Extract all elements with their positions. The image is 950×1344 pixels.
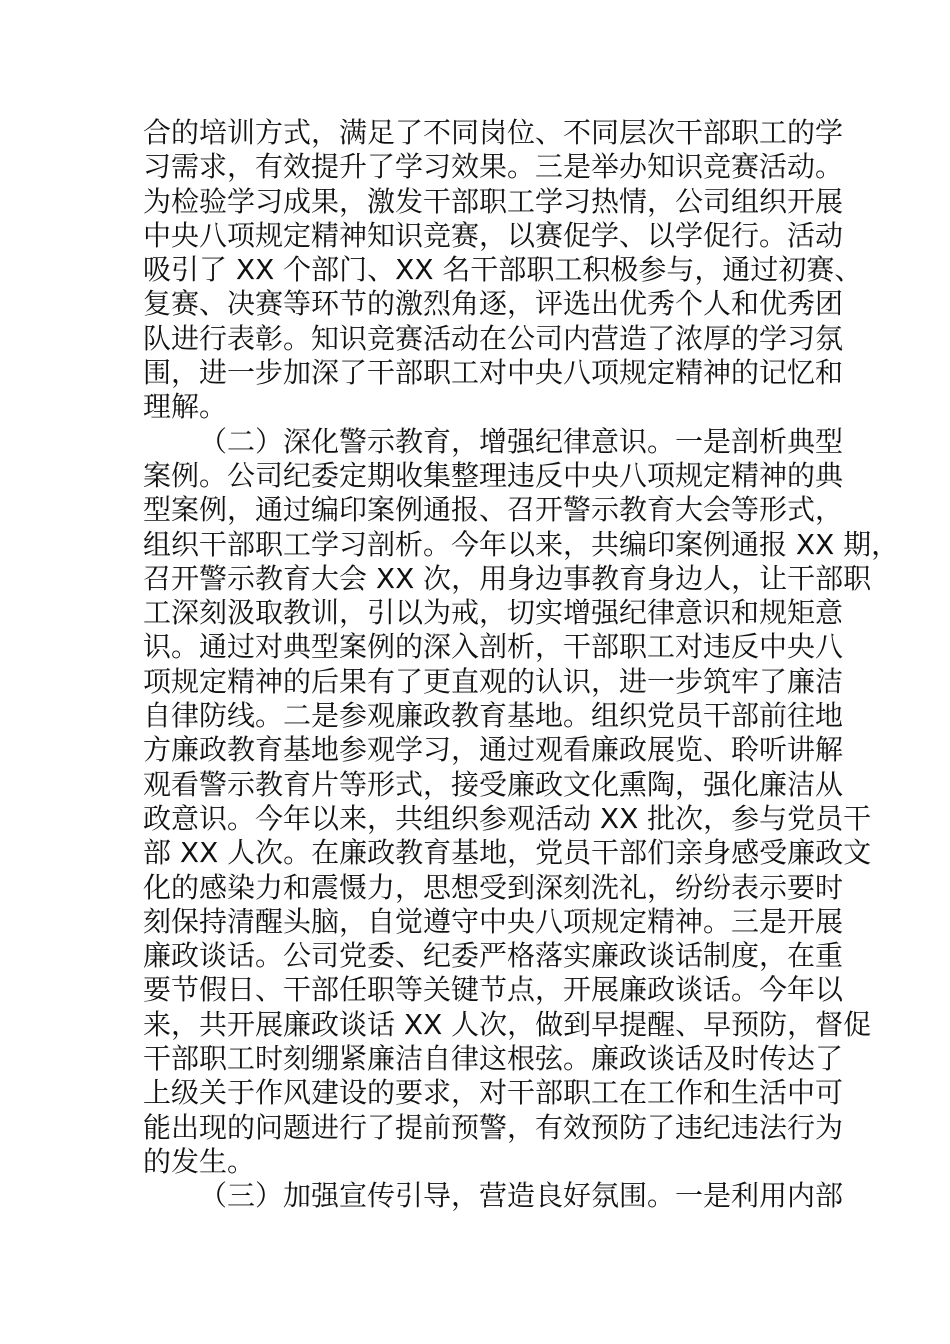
section-heading-line: （二）深化警示教育，增强纪律意识。一是剖析典型 xyxy=(199,424,844,458)
document-body xyxy=(143,116,900,1214)
text-line: 为检验学习成果，激发干部职工学习热情，公司组织开展 xyxy=(143,184,844,218)
text-line: 来，共开展廉政谈话 XX 人次，做到早提醒、早预防，督促 xyxy=(143,1007,872,1041)
section-heading-line: （三）加强宣传引导，营造良好氛围。一是利用内部 xyxy=(199,1179,844,1213)
text-line: 案例。公司纪委定期收集整理违反中央八项规定精神的典 xyxy=(143,458,844,492)
text-line: 习需求，有效提升了学习效果。三是举办知识竞赛活动。 xyxy=(143,150,844,184)
text-line: 组织干部职工学习剖析。今年以来，共编印案例通报 XX 期， xyxy=(143,527,900,561)
text-line: 上级关于作风建设的要求，对干部职工在工作和生活中可 xyxy=(143,1076,844,1110)
text-line: 工深刻汲取教训，引以为戒，切实增强纪律意识和规矩意 xyxy=(143,596,844,630)
text-line: 复赛、决赛等环节的激烈角逐，评选出优秀个人和优秀团 xyxy=(143,287,844,321)
text-line: 中央八项规定精神知识竞赛，以赛促学、以学促行。活动 xyxy=(143,218,844,252)
text-line: 能出现的问题进行了提前预警，有效预防了违纪违法行为 xyxy=(143,1110,844,1144)
text-line: 理解。 xyxy=(143,390,228,424)
text-line: 政意识。今年以来，共组织参观活动 XX 批次，参与党员干 xyxy=(143,801,872,835)
text-line: 吸引了 XX 个部门、XX 名干部职工积极参与，通过初赛、 xyxy=(143,253,863,287)
text-line: 刻保持清醒头脑，自觉遵守中央八项规定精神。三是开展 xyxy=(143,904,844,938)
text-line: 项规定精神的后果有了更直观的认识，进一步筑牢了廉洁 xyxy=(143,664,844,698)
text-line: 召开警示教育大会 XX 次，用身边事教育身边人，让干部职 xyxy=(143,561,872,595)
text-line: 合的培训方式，满足了不同岗位、不同层次干部职工的学 xyxy=(143,116,844,149)
text-line: 要节假日、干部任职等关键节点，开展廉政谈话。今年以 xyxy=(143,973,844,1007)
text-line: 队进行表彰。知识竞赛活动在公司内营造了浓厚的学习氛 xyxy=(143,321,844,355)
text-line: 围，进一步加深了干部职工对中央八项规定精神的记忆和 xyxy=(143,356,844,390)
text-line: 廉政谈话。公司党委、纪委严格落实廉政谈话制度，在重 xyxy=(143,939,844,973)
text-line: 部 XX 人次。在廉政教育基地，党员干部们亲身感受廉政文 xyxy=(143,836,872,870)
text-line: 识。通过对典型案例的深入剖析，干部职工对违反中央八 xyxy=(143,630,844,664)
text-line: 型案例，通过编印案例通报、召开警示教育大会等形式， xyxy=(143,493,844,527)
text-line: 方廉政教育基地参观学习，通过观看廉政展览、聆听讲解 xyxy=(143,733,844,767)
text-line: 化的感染力和震慑力，思想受到深刻洗礼，纷纷表示要时 xyxy=(143,870,844,904)
text-line: 自律防线。二是参观廉政教育基地。组织党员干部前往地 xyxy=(143,699,844,733)
text-line: 的发生。 xyxy=(143,1144,256,1178)
text-line: 干部职工时刻绷紧廉洁自律这根弦。廉政谈话及时传达了 xyxy=(143,1042,844,1076)
text-line: 观看警示教育片等形式，接受廉政文化熏陶，强化廉洁从 xyxy=(143,767,844,801)
